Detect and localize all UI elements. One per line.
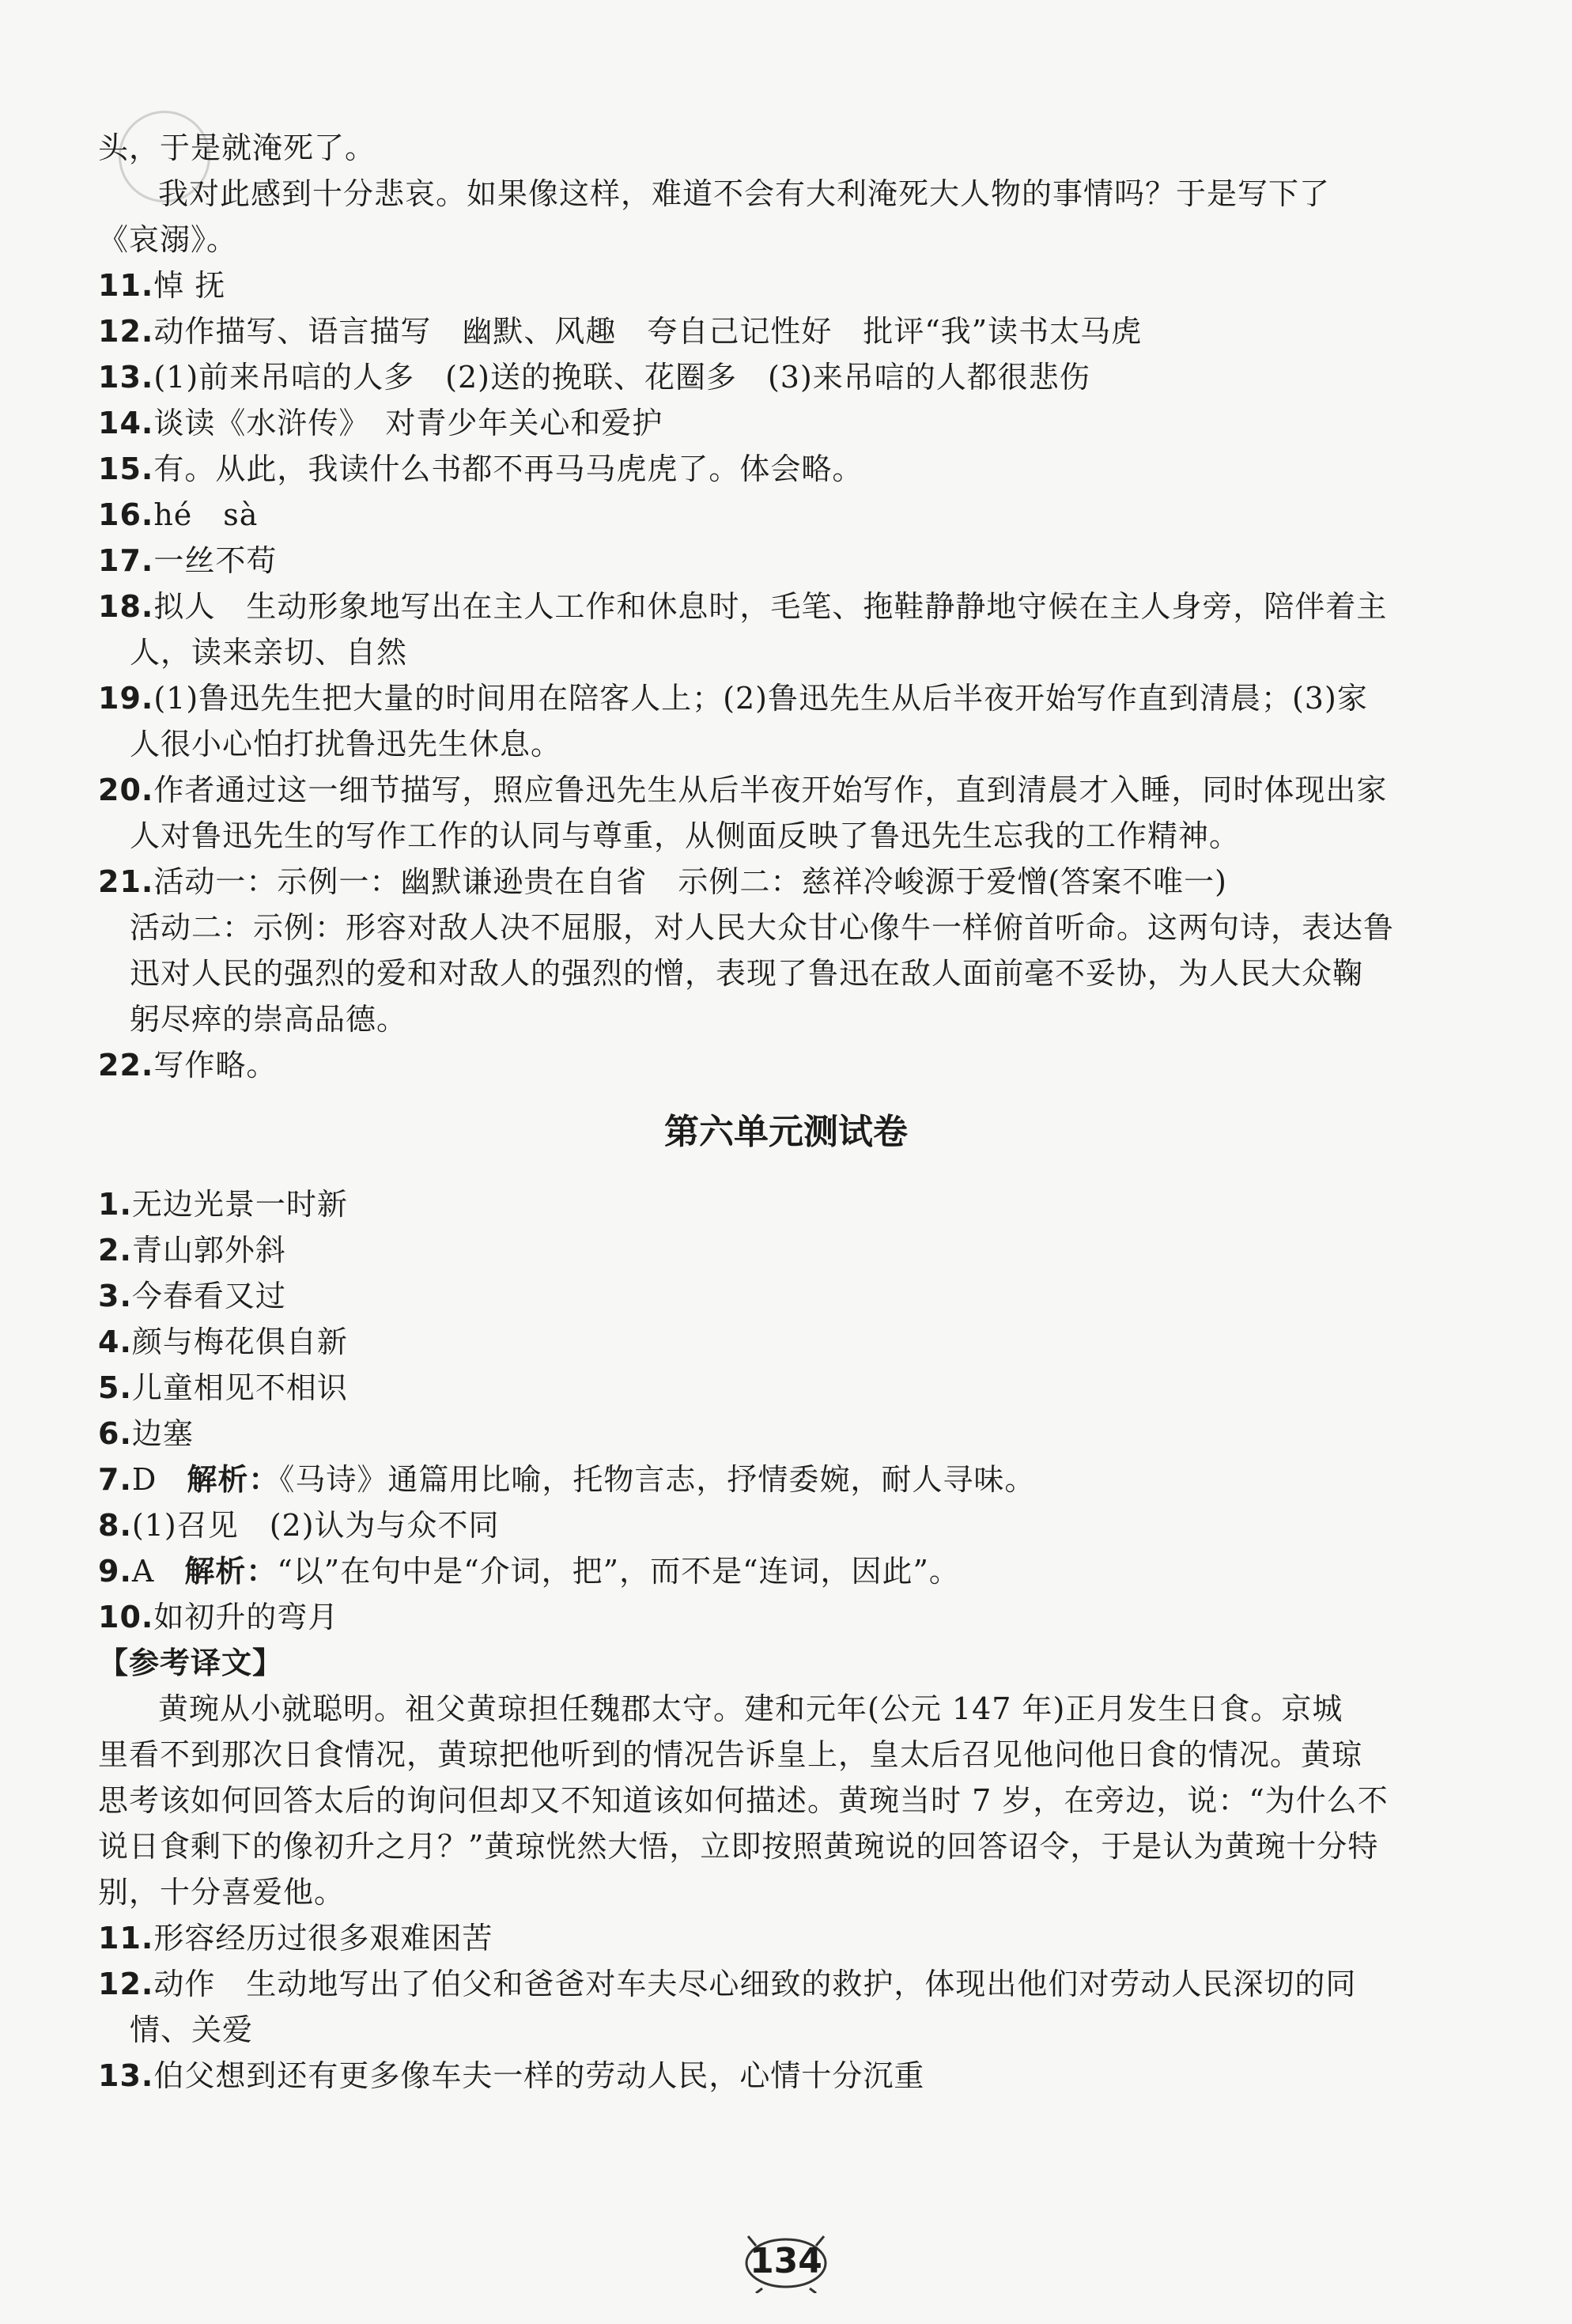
text-line: 头，于是就淹死了。 (98, 130, 376, 165)
answer-number: 17. (98, 543, 154, 578)
analysis-label: 解析： (184, 1554, 278, 1589)
answer-text: 伯父想到还有更多像车夫一样的劳动人民，心情十分沉重 (153, 2058, 925, 2093)
answer-text: 形容经历过很多艰难困苦 (153, 1921, 493, 1956)
answer-11b (98, 1915, 493, 1961)
answer-number: 11. (98, 268, 154, 303)
answer-number: 7. (98, 1462, 132, 1497)
answer-text: 悼 抚 (153, 268, 226, 303)
page-number (739, 2230, 833, 2293)
answer-number: 5. (98, 1370, 132, 1405)
reference-title: 【参考译文】 (98, 1646, 284, 1680)
answer-choice: D (131, 1462, 157, 1497)
answer-20 (98, 767, 1387, 813)
answer-4 (98, 1319, 348, 1365)
answer-5 (98, 1365, 348, 1411)
answer-number: 11. (98, 1921, 154, 1956)
answer-22 (98, 1042, 277, 1088)
answer-number: 18. (98, 589, 154, 624)
answer-text: 拟人 生动形象地写出在主人工作和休息时，毛笔、拖鞋静静地守候在主人身旁，陪伴着主 (153, 589, 1388, 624)
answer-text: (1)前来吊唁的人多 (2)送的挽联、花圈多 (3)来吊唁的人都很悲伤 (153, 360, 1090, 395)
answer-13 (98, 354, 1090, 400)
answer-text: 作者通过这一细节描写，照应鲁迅先生从后半夜开始写作，直到清晨才入睡，同时体现出家 (153, 773, 1388, 807)
reference-line: 黄琬从小就聪明。祖父黄琼担任魏郡太守。建和元年(公元 147 年)正月发生日食。京城 (158, 1691, 1343, 1726)
answer-number: 13. (98, 2058, 154, 2093)
answer-18-cont: 人，读来亲切、自然 (130, 635, 408, 670)
answer-21-cont: 活动二：示例：形容对敌人决不屈服，对人民大众甘心像牛一样俯首听命。这两句诗，表达鲁 (130, 910, 1395, 945)
answer-number: 12. (98, 1967, 154, 2001)
answer-number: 22. (98, 1048, 154, 1083)
answer-number: 1. (98, 1187, 132, 1222)
answer-text: 边塞 (131, 1416, 194, 1451)
answer-number: 14. (98, 406, 154, 440)
answer-number: 19. (98, 681, 154, 716)
answer-3 (98, 1273, 286, 1319)
reference-line: 别，十分喜爱他。 (98, 1875, 346, 1910)
answer-choice: A (131, 1554, 155, 1589)
answer-number: 2. (98, 1233, 132, 1268)
reference-line: 里看不到那次日食情况，黄琼把他听到的情况告诉皇上，皇太后召见他问他日食的情况。黄琼 (98, 1737, 1363, 1772)
answer-9 (98, 1548, 960, 1594)
answer-21-cont: 躬尽瘁的崇高品德。 (130, 1002, 408, 1037)
analysis-label: 解析： (187, 1462, 280, 1497)
answer-11 (98, 263, 225, 308)
answer-13b (98, 2053, 924, 2099)
answer-number: 9. (98, 1554, 132, 1589)
answer-text: 一丝不苟 (153, 543, 278, 578)
answer-number: 15. (98, 452, 154, 486)
answer-text: 有。从此，我读什么书都不再马马虎虎了。体会略。 (153, 452, 863, 486)
answer-number: 3. (98, 1279, 132, 1313)
answer-6 (98, 1411, 194, 1457)
answer-text: (1)鲁迅先生把大量的时间用在陪客人上；(2)鲁迅先生从后半夜开始写作直到清晨；(3)家 (153, 681, 1368, 716)
answer-12b (98, 1961, 1356, 2007)
text-line: 《哀溺》。 (98, 222, 238, 257)
answer-text: 谈读《水浒传》 对青少年关心和爱护 (153, 406, 663, 440)
answer-text: (1)召见 (2)认为与众不同 (131, 1508, 500, 1543)
answer-12b-cont: 情、关爱 (130, 2012, 254, 2047)
answer-number: 21. (98, 864, 154, 899)
answer-20-cont: 人对鲁迅先生的写作工作的认同与尊重，从侧面反映了鲁迅先生忘我的工作精神。 (130, 818, 1241, 853)
answer-8 (98, 1502, 500, 1548)
answer-21-cont: 迅对人民的强烈的爱和对敌人的强烈的憎，表现了鲁迅在敌人面前毫不妥协，为人民大众鞠 (130, 956, 1364, 991)
answer-18 (98, 584, 1387, 629)
answer-19 (98, 675, 1368, 721)
section-title: 第六单元测试卷 (664, 1112, 908, 1152)
answer-number: 10. (98, 1600, 154, 1634)
text-line: 我对此感到十分悲哀。如果像这样，难道不会有大利淹死大人物的事情吗？于是写下了 (158, 176, 1331, 211)
answer-text: “以”在句中是“介词，把”，而不是“连词，因此”。 (277, 1554, 960, 1589)
answer-number: 4. (98, 1324, 132, 1359)
reference-line: 说日食剩下的像初升之月？”黄琼恍然大悟，立即按照黄琬说的回答诏令，于是认为黄琬十分特 (98, 1829, 1379, 1864)
reference-line: 思考该如何回答太后的询问但却又不知道该如何描述。黄琬当时 7 岁，在旁边，说：“为什么不 (98, 1783, 1389, 1818)
answer-text: 青山郭外斜 (131, 1233, 286, 1268)
answer-21 (98, 859, 1227, 905)
answer-text: 颜与梅花俱自新 (131, 1324, 348, 1359)
answer-text: 动作 生动地写出了伯父和爸爸对车夫尽心细致的救护，体现出他们对劳动人民深切的同 (153, 1967, 1357, 2001)
answer-number: 16. (98, 497, 154, 532)
answer-12 (98, 308, 1142, 354)
answer-10 (98, 1594, 338, 1640)
answer-text: 无边光景一时新 (131, 1187, 348, 1222)
answer-16 (98, 492, 258, 538)
answer-17 (98, 538, 277, 584)
answer-number: 8. (98, 1508, 132, 1543)
answer-text: 儿童相见不相识 (131, 1370, 348, 1405)
answer-19-cont: 人很小心怕打扰鲁迅先生休息。 (130, 727, 562, 761)
page-number-text: 134 (750, 2241, 822, 2281)
answer-text: 《马诗》通篇用比喻，托物言志，抒情委婉，耐人寻味。 (279, 1462, 1036, 1497)
answer-text: 活动一：示例一：幽默谦逊贵在自省 示例二：慈祥冷峻源于爱憎(答案不唯一) (153, 864, 1227, 899)
answer-text: hé sà (153, 497, 259, 532)
answer-7 (98, 1457, 1035, 1502)
answer-number: 20. (98, 773, 154, 807)
answer-number: 13. (98, 360, 154, 395)
answer-text: 今春看又过 (131, 1279, 286, 1313)
answer-number: 12. (98, 314, 154, 349)
answer-2 (98, 1227, 286, 1273)
answer-text: 如初升的弯月 (153, 1600, 339, 1634)
answer-1 (98, 1181, 348, 1227)
answer-text: 写作略。 (153, 1048, 278, 1083)
answer-number: 6. (98, 1416, 132, 1451)
answer-text: 动作描写、语言描写 幽默、风趣 夸自己记性好 批评“我”读书太马虎 (153, 314, 1143, 349)
answer-14 (98, 400, 663, 446)
answer-15 (98, 446, 863, 492)
